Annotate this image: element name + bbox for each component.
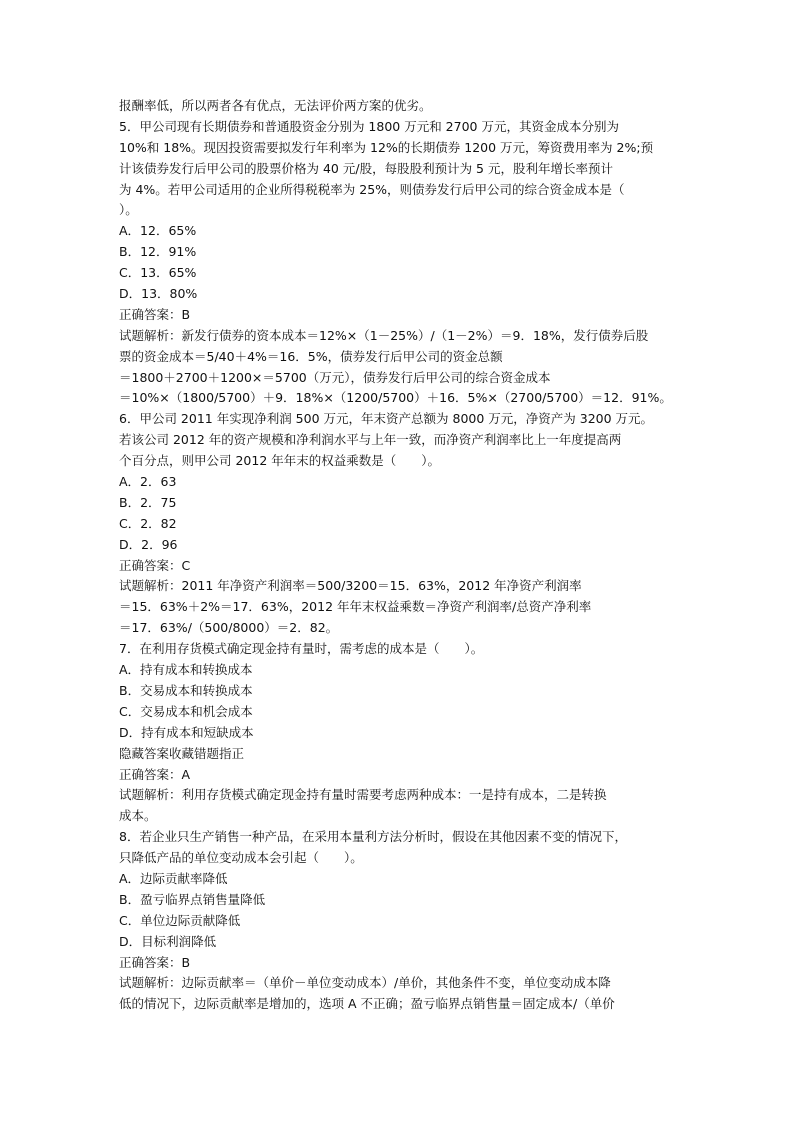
question-6-stem: 6．甲公司 2011 年实现净利润 500 万元，年末资产总额为 8000 万元，净资产为 3200 万元。 xyxy=(119,411,654,427)
question-5-answer: 正确答案：B xyxy=(119,306,191,322)
question-5-option-a: A．12．65% xyxy=(119,223,197,239)
question-5-option-d: D．13．80% xyxy=(119,286,198,302)
question-6-stem: 个百分点，则甲公司 2012 年年末的权益乘数是（ ）。 xyxy=(119,453,441,469)
question-6-option-d: D．2．96 xyxy=(119,536,178,552)
question-5-stem: 计该债券发行后甲公司的股票价格为 40 元/股，每股股利预计为 5 元，股利年增长率预计 xyxy=(119,160,613,176)
question-6-explanation: ＝15．63%＋2%＝17．63%，2012 年年末权益乘数＝净资产利润率/总资产净利率 xyxy=(119,599,592,615)
answer-actions-text: 隐藏答案收藏错题指正 xyxy=(119,745,245,761)
question-8-explanation: 低的情况下，边际贡献率是增加的，选项 A 不正确；盈亏临界点销售量＝固定成本/（单价 xyxy=(119,996,615,1012)
question-7-stem: 7．在利用存货模式确定现金持有量时，需考虑的成本是（ ）。 xyxy=(119,641,484,657)
question-5-stem: 5．甲公司现有长期债券和普通股资金分别为 1800 万元和 2700 万元，其资金成本分别为 xyxy=(119,118,619,134)
question-5-stem: 为 4%。若甲公司适用的企业所得税税率为 25%，则债券发行后甲公司的综合资金成本是（ xyxy=(119,181,625,197)
question-7-option-d: D．持有成本和短缺成本 xyxy=(119,724,254,740)
question-6-explanation: ＝17．63%/（500/8000）＝2．82。 xyxy=(119,620,339,636)
question-6-stem: 若该公司 2012 年的资产规模和净利润水平与上年一致，而净资产利润率比上一年度提高两 xyxy=(119,432,622,448)
question-7-answer: 正确答案：A xyxy=(119,766,191,782)
question-5-stem: ）。 xyxy=(119,202,138,218)
question-6-option-b: B．2．75 xyxy=(119,494,177,510)
question-8-explanation: 试题解析：边际贡献率＝（单价－单位变动成本）/单价，其他条件不变，单位变动成本降 xyxy=(119,975,611,991)
question-7-option-a: A．持有成本和转换成本 xyxy=(119,662,253,678)
question-8-stem: 只降低产品的单位变动成本会引起（ ）。 xyxy=(119,850,363,866)
question-6-option-a: A．2．63 xyxy=(119,474,177,490)
question-5-option-b: B．12．91% xyxy=(119,244,197,260)
question-7-option-b: B．交易成本和转换成本 xyxy=(119,682,253,698)
question-6-explanation: 试题解析：2011 年净资产利润率＝500/3200＝15．63%，2012 年净资产利润率 xyxy=(119,578,582,594)
question-7-explanation: 试题解析：利用存货模式确定现金持有量时需要考虑两种成本：一是持有成本，二是转换 xyxy=(119,787,607,803)
text-line: 报酬率低，所以两者各有优点，无法评价两方案的优劣。 xyxy=(119,98,432,113)
question-5-explanation: 试题解析：新发行债券的资本成本＝12%×（1－25%）/（1－2%）＝9．18%，发行债券后股 xyxy=(119,327,649,343)
question-8-option-b: B．盈亏临界点销售量降低 xyxy=(119,891,266,907)
question-5-explanation: ＝10%×（1800/5700）＋9．18%×（1200/5700）＋16．5%×（2700/5700）＝12．91%。 xyxy=(119,390,672,406)
question-5-stem: 10%和 18%。现因投资需要拟发行年利率为 12%的长期债券 1200 万元，筹资费用率为 2%;预 xyxy=(119,139,654,155)
question-7-option-c: C．交易成本和机会成本 xyxy=(119,703,253,719)
question-8-option-c: C．单位边际贡献降低 xyxy=(119,912,241,928)
question-6-answer: 正确答案：C xyxy=(119,557,191,573)
question-5-explanation: 票的资金成本＝5/40＋4%＝16．5%，债券发行后甲公司的资金总额 xyxy=(119,348,503,364)
question-6-option-c: C．2．82 xyxy=(119,515,177,531)
question-5-option-c: C．13．65% xyxy=(119,265,197,281)
question-5-explanation: ＝1800＋2700＋1200×＝5700（万元），债券发行后甲公司的综合资金成本 xyxy=(119,369,551,385)
question-8-option-d: D．目标利润降低 xyxy=(119,933,217,949)
question-8-option-a: A．边际贡献率降低 xyxy=(119,870,228,886)
question-7-explanation: 成本。 xyxy=(119,808,157,824)
question-8-stem: 8．若企业只生产销售一种产品，在采用本量利方法分析时，假设在其他因素不变的情况下， xyxy=(119,829,627,845)
document-page xyxy=(119,96,689,1015)
question-8-answer: 正确答案：B xyxy=(119,954,191,970)
